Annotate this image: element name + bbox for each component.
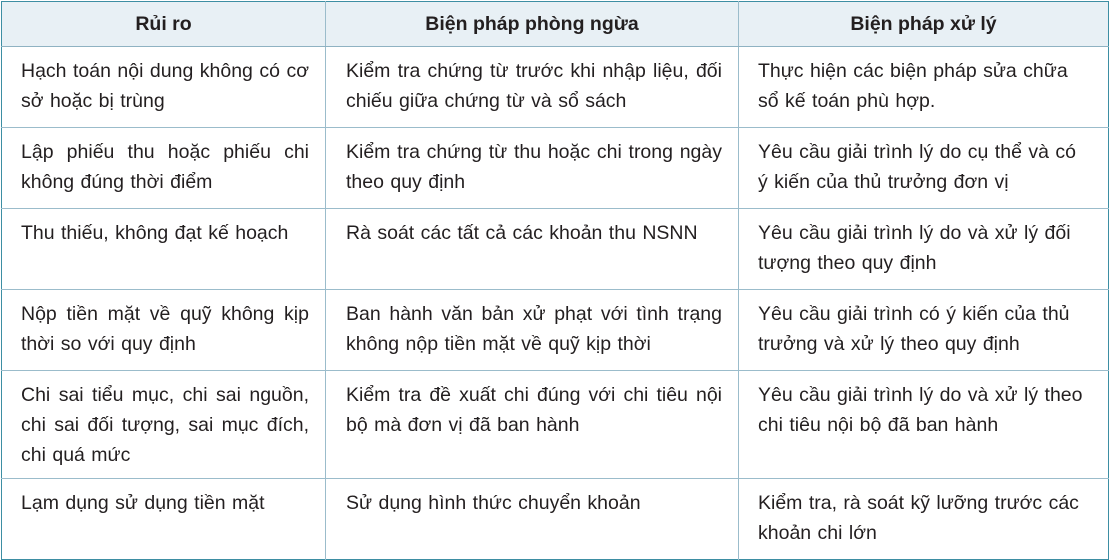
cell-risk: Hạch toán nội dung không có cơ sở hoặc bị trùng (2, 47, 326, 128)
cell-risk: Lập phiếu thu hoặc phiếu chi không đúng thời điểm (2, 128, 326, 209)
header-risk: Rủi ro (2, 2, 326, 47)
cell-prevention: Rà soát các tất cả các khoản thu NSNN (326, 209, 739, 290)
cell-risk: Lạm dụng sử dụng tiền mặt (2, 479, 326, 560)
cell-prevention: Kiểm tra đề xuất chi đúng với chi tiêu nội bộ mà đơn vị đã ban hành (326, 371, 739, 479)
table-row (2, 479, 1109, 560)
cell-risk: Nộp tiền mặt về quỹ không kịp thời so với quy định (2, 290, 326, 371)
cell-prevention: Sử dụng hình thức chuyển khoản (326, 479, 739, 560)
table-row (2, 128, 1109, 209)
table-row (2, 47, 1109, 128)
table-body (2, 47, 1109, 560)
cell-prevention: Ban hành văn bản xử phạt với tình trạng không nộp tiền mặt về quỹ kịp thời (326, 290, 739, 371)
risk-table-container (0, 1, 1109, 552)
cell-handling: Thực hiện các biện pháp sửa chữa sổ kế toán phù hợp. (739, 47, 1109, 128)
cell-prevention: Kiểm tra chứng từ trước khi nhập liệu, đối chiếu giữa chứng từ và sổ sách (326, 47, 739, 128)
cell-handling: Kiểm tra, rà soát kỹ lưỡng trước các khoản chi lớn (758, 492, 1079, 544)
header-prevention: Biện pháp phòng ngừa (326, 2, 739, 47)
header-handling: Biện pháp xử lý (739, 2, 1109, 47)
cell-risk: Chi sai tiểu mục, chi sai nguồn, chi sai đối tượng, sai mục đích, chi quá mức (2, 371, 326, 479)
header-row (2, 2, 1109, 47)
cell-handling: Yêu cầu giải trình có ý kiến của thủ trưởng và xử lý theo quy định (739, 290, 1109, 371)
cell-handling: Yêu cầu giải trình lý do và xử lý đối tượng theo quy định (739, 209, 1109, 290)
cell-risk: Thu thiếu, không đạt kế hoạch (2, 209, 326, 290)
cell-prevention: Kiểm tra chứng từ thu hoặc chi trong ngày theo quy định (326, 128, 739, 209)
table-row (2, 371, 1109, 479)
table-header (2, 2, 1109, 47)
table-row (2, 209, 1109, 290)
cell-handling: Yêu cầu giải trình lý do cụ thể và có ý kiến của thủ trưởng đơn vị (739, 128, 1109, 209)
cell-handling: Yêu cầu giải trình lý do và xử lý theo chi tiêu nội bộ đã ban hành (739, 371, 1109, 479)
table-row (2, 290, 1109, 371)
risk-table (1, 1, 1109, 560)
